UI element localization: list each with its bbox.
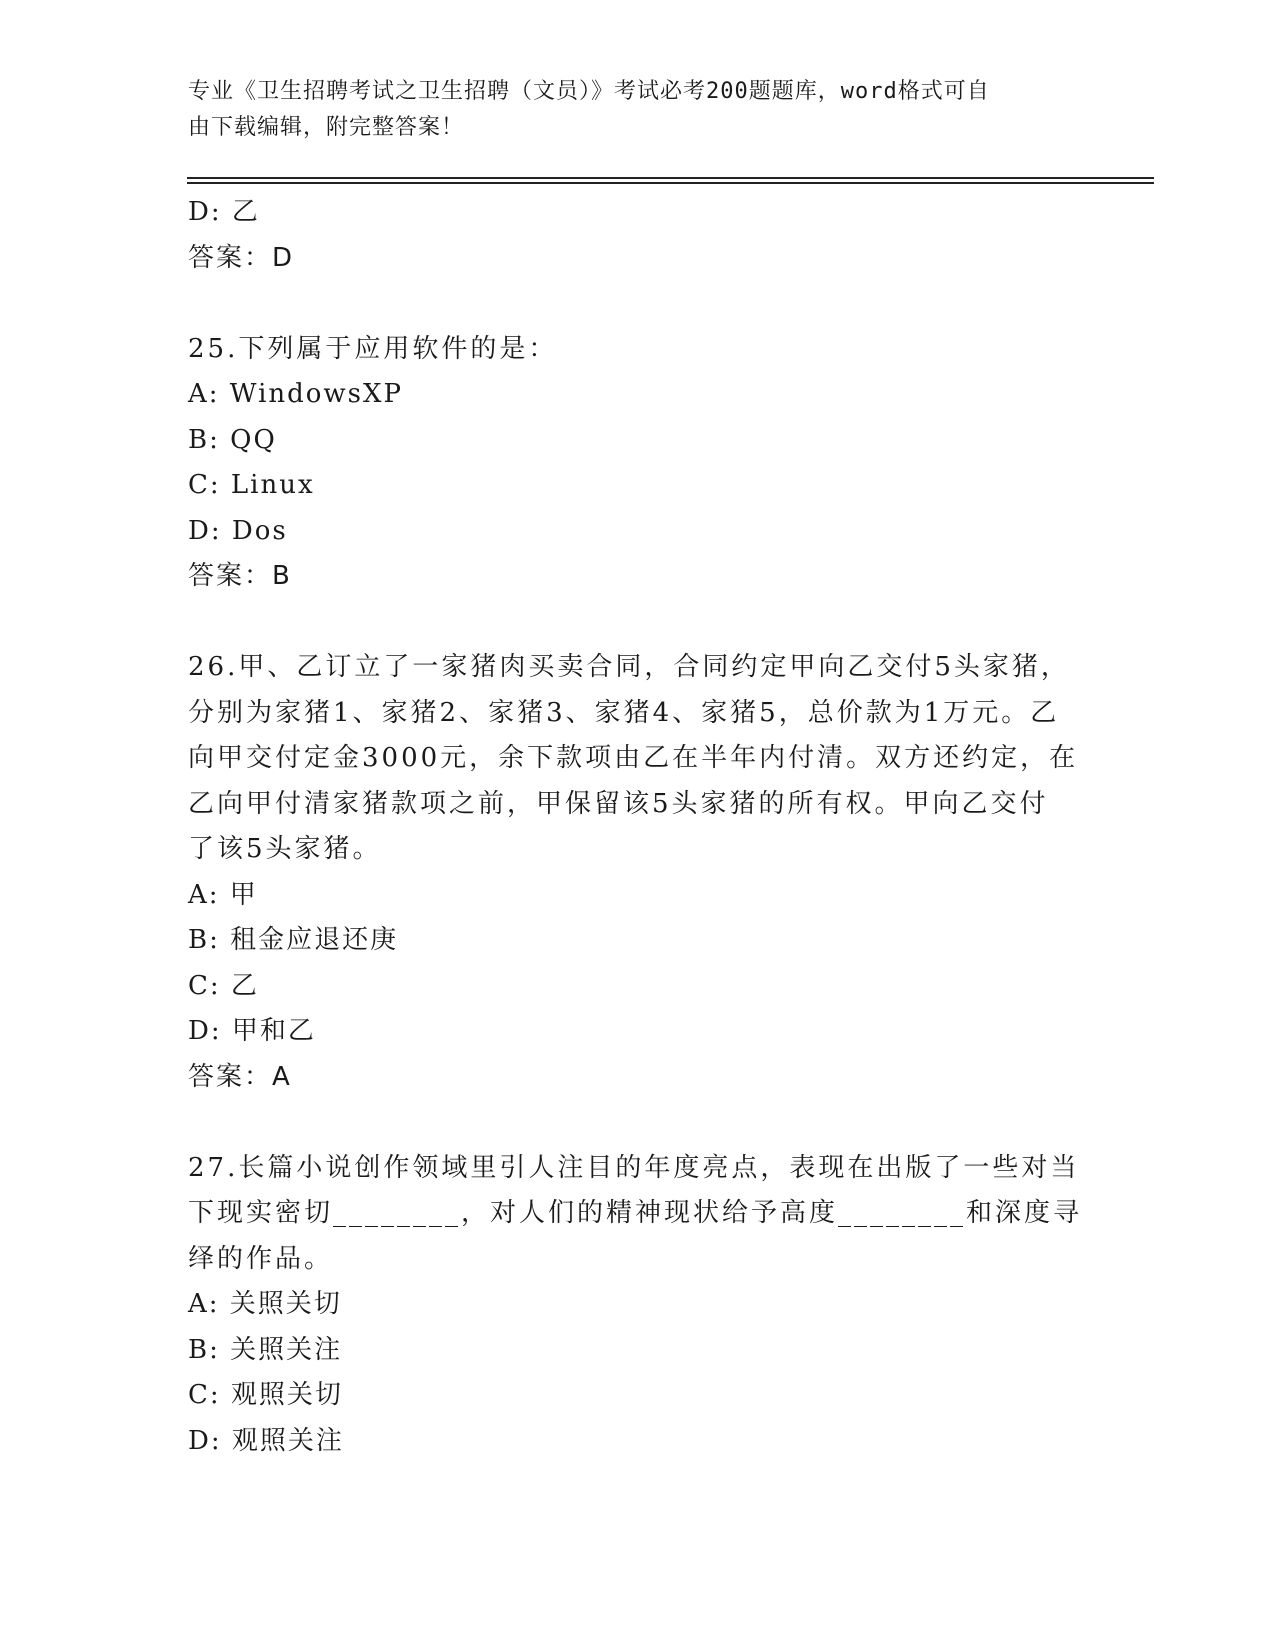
question-text: 下现实密切________，对人们的精神现状给予高度________和深度寻 bbox=[188, 1198, 1083, 1228]
question-27 bbox=[188, 1146, 1088, 1465]
header-line-2: 由下载编辑，附完整答案！ bbox=[188, 115, 465, 140]
answer-line: 答案：B bbox=[188, 561, 292, 591]
answer-line: 答案：A bbox=[188, 1061, 292, 1092]
option-d: D: Dos bbox=[188, 515, 288, 546]
question-text: 绎的作品。 bbox=[188, 1243, 334, 1274]
option-c: C: Linux bbox=[188, 470, 315, 500]
header-line-1: 专业《卫生招聘考试之卫生招聘（文员）》考试必考200题题库，word格式可自 bbox=[188, 79, 990, 104]
option-d: D: 甲和乙 bbox=[188, 1016, 316, 1046]
question-text: 25.下列属于应用软件的是： bbox=[188, 333, 558, 364]
option-d: D: 观照关注 bbox=[188, 1425, 344, 1456]
option-d: D: 乙 bbox=[188, 197, 260, 227]
question-text: 乙向甲付清家猪款项之前，甲保留该5头家猪的所有权。甲向乙交付 bbox=[188, 788, 1049, 819]
option-c: C: 观照关切 bbox=[188, 1380, 343, 1410]
answer-line: 答案：D bbox=[188, 242, 295, 273]
option-b: B: QQ bbox=[188, 424, 277, 455]
header-rule-top bbox=[187, 177, 1154, 179]
question-text: 了该5头家猪。 bbox=[188, 834, 382, 864]
question-text: 向甲交付定金3000元，余下款项由乙在半年内付清。双方还约定，在 bbox=[188, 743, 1079, 773]
option-c: C: 乙 bbox=[188, 970, 259, 1001]
question-text: 26.甲、乙订立了一家猪肉买卖合同，合同约定甲向乙交付5头家猪， bbox=[188, 652, 1070, 682]
option-a: A: 关照关切 bbox=[188, 1289, 342, 1319]
option-a: A: 甲 bbox=[188, 879, 258, 910]
question-25 bbox=[188, 327, 1088, 600]
question-26 bbox=[188, 645, 1088, 1100]
question-text: 27.长篇小说创作领域里引人注目的年度亮点，表现在出版了一些对当 bbox=[188, 1152, 1080, 1183]
question-text: 分别为家猪1、家猪2、家猪3、家猪4、家猪5，总价款为1万元。乙 bbox=[188, 697, 1060, 728]
header-rule-bottom bbox=[187, 182, 1154, 184]
option-b: B: 租金应退还庚 bbox=[188, 925, 399, 955]
option-b: B: 关照关注 bbox=[188, 1334, 343, 1365]
document-header bbox=[188, 74, 1068, 146]
option-a: A: WindowsXP bbox=[188, 379, 404, 409]
document-content bbox=[188, 190, 1088, 1464]
